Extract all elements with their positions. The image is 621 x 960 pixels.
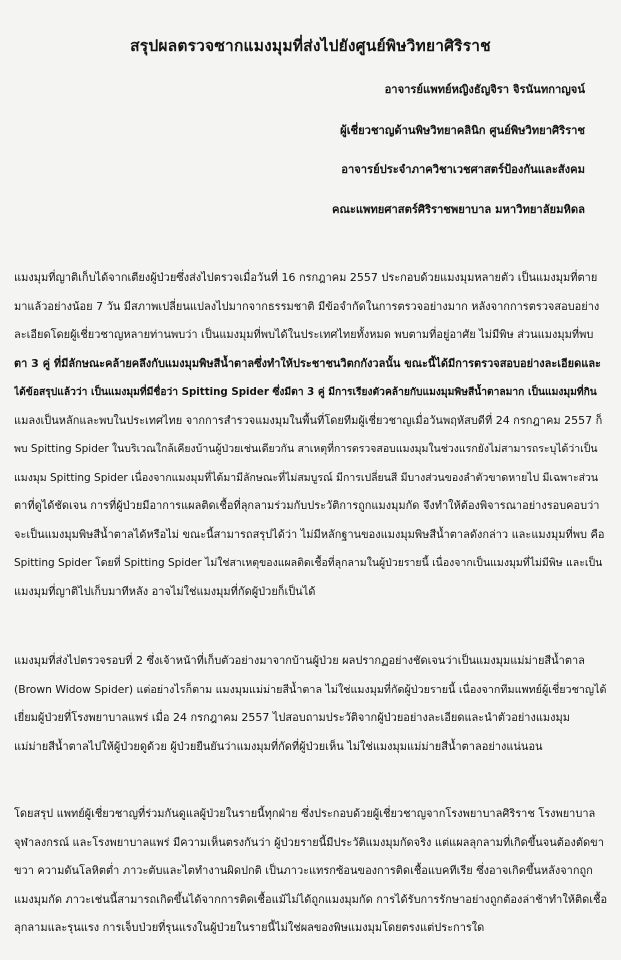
paragraph-line: โดยสรุป แพทย์ผู้เชี่ยวชาญที่ร่วมกันดูแลผู้ป่วยในรายนี้ทุกฝ่าย ซึ่งประกอบด้วยผู้เชี่ยวชาญจากโรงพยาบาลศิริราช โรงพยาบาล	[14, 807, 596, 820]
paragraph-line: ขวา ความดันโลหิตต่ำ ภาวะตับและไตทำงานผิดปกติ เป็นภาวะแทรกซ้อนของการติดเชื้อแบคทีเรีย ซึ่งอาจเกิดขึ้นหลังจากถูก	[14, 864, 593, 877]
paragraph-line: มาแล้วอย่างน้อย 7 วัน มีสภาพเปลี่ยนแปลงไปมากจากธรรมชาติ มีข้อจำกัดในการตรวจอย่างมาก หลังจากการตรวจสอบอย่าง	[14, 299, 600, 313]
paragraph-findings-first-round	[14, 264, 610, 606]
paragraph-conclusion	[14, 800, 610, 943]
paragraph-line: Spitting Spider โดยที่ Spitting Spider ไม่ใช่สาเหตุของแผลติดเชื้อที่ลุกลามในผู้ป่วยรายนี้ เนื่องจากเป็นแมงมุมที่ไม่มีพิษ และเป็น	[14, 557, 603, 569]
paragraph-line: แมงมุมกัด ภาวะเช่นนี้สามารถเกิดขึ้นได้จากการติดเชื้อแม้ไม่ได้ถูกแมงมุมกัด การได้รับการรักษาอย่างถูกต้องล่าช้าทำให้ติดเชื้อ	[14, 892, 608, 906]
paragraph-line: ลุกลามและรุนแรง การเจ็บป่วยที่รุนแรงในผู้ป่วยในรายนี้ไม่ใช่ผลของพิษแมงมุมโดยตรงแต่ประการใด	[14, 921, 485, 934]
paragraph-line: แมลงเป็นหลักและพบในประเทศไทย จากการสำรวจแมงมุมในพื้นที่โดยทีมผู้เชี่ยวชาญเมื่อวันพฤหัสบดีที่ 24 กรกฎาคม 2557 ก็	[14, 413, 603, 427]
paragraph-line: เยี่ยมผู้ป่วยที่โรงพยาบาลแพร่ เมื่อ 24 กรกฎาคม 2557 ไปสอบถามประวัติจากผู้ป่วยอย่างละเอียดและนำตัวอย่างแมงมุม	[14, 711, 571, 724]
paragraph-line: แมงมุมที่ญาติเก็บได้จากเตียงผู้ป่วยซึ่งส่งไปตรวจเมื่อวันที่ 16 กรกฎาคม 2557 ประกอบด้วยแมงมุมหลายตัว เป็นแมงมุมที่ตาย	[14, 271, 598, 284]
author-name: อาจารย์แพทย์หญิงธัญจิรา จิรนันทกาญจน์	[384, 83, 585, 96]
paragraph-line: จุฬาลงกรณ์ และโรงพยาบาลแพร่ มีความเห็นตรงกันว่า ผู้ป่วยรายนี้มีประวัติแมงมุมกัดจริง แต่แผลลุกลามที่เกิดขึ้นจนต้องตัดขา	[14, 835, 604, 849]
paragraph-line: ละเอียดโดยผู้เชี่ยวชาญหลายท่านพบว่า เป็นแมงมุมที่พบได้ในประเทศไทยทั้งหมด พบตามที่อยู่อาศัย ไม่มีพิษ ส่วนแมงมุมที่พบ	[14, 328, 594, 341]
paragraph-line: ตา 3 คู่ ที่มีลักษณะคล้ายคลึงกับแมงมุมพิษสีน้ำตาลซึ่งทำให้ประชาชนวิตกกังวลนั้น ขณะนี้ได้มีการตรวจสอบอย่างละเอียดและ	[14, 356, 601, 370]
paragraph-line: จะเป็นแมงมุมพิษสีน้ำตาลได้หรือไม่ ขณะนี้สามารถสรุปได้ว่า ไม่มีหลักฐานของแมงมุมพิษสีน้ำตาลดังกล่าว และแมงมุมที่พบ คือ	[14, 527, 605, 541]
paragraph-line: แมงมุมที่ส่งไปตรวจรอบที่ 2 ซึ่งเจ้าหน้าที่เก็บตัวอย่างมาจากบ้านผู้ป่วย ผลปรากฏอย่างชัดเจนว่าเป็นแมงมุมแม่ม่ายสีน้ำตาล	[14, 654, 585, 667]
paragraph-findings-second-round	[14, 647, 610, 761]
paragraph-line: พบ Spitting Spider ในบริเวณใกล้เคียงบ้านผู้ป่วยเช่นเดียวกัน สาเหตุที่การตรวจสอบแมงมุมในช่วงแรกยังไม่สามารถระบุได้ว่าเป็น	[14, 443, 598, 455]
author-position: ผู้เชี่ยวชาญด้านพิษวิทยาคลินิก ศูนย์พิษวิทยาศิริราช	[340, 124, 585, 137]
paragraph-line: แมงมุม Spitting Spider เนื่องจากแมงมุมที่ได้มามีลักษณะที่ไม่สมบูรณ์ มีการเปลี่ยนสี มีบางส่วนของลำตัวขาดหายไป มีเฉพาะส่วน	[14, 471, 599, 484]
author-department: อาจารย์ประจำภาควิชาเวชศาสตร์ป้องกันและสังคม	[341, 163, 585, 176]
paragraph-line: แมงมุมที่ญาติไปเก็บมาทีหลัง อาจไม่ใช่แมงมุมที่กัดผู้ป่วยก็เป็นได้	[14, 584, 316, 598]
author-faculty: คณะแพทยศาสตร์ศิริราชพยาบาล มหาวิทยาลัยมหิดล	[331, 203, 585, 216]
paragraph-line: ได้ข้อสรุปแล้วว่า เป็นแมงมุมที่มีชื่อว่า Spitting Spider ซึ่งมีตา 3 คู่ มีการเรียงตัวคล้ายกับแมงมุมพิษสีน้ำตาลมาก เป็นแมงมุมที่กิน	[14, 386, 597, 398]
paragraph-line: แม่ม่ายสีน้ำตาลไปให้ผู้ป่วยดูด้วย ผู้ป่วยยืนยันว่าแมงมุมที่กัดที่ผู้ป่วยเห็น ไม่ใช่แมงมุมแม่ม่ายสีน้ำตาลอย่างแน่นอน	[14, 739, 543, 753]
paragraph-line: (Brown Widow Spider) แต่อย่างไรก็ตาม แมงมุมแม่ม่ายสีน้ำตาล ไม่ใช่แมงมุมที่กัดผู้ป่วยรายนี้ เนื่องจากทีมแพทย์ผู้เชี่ยวชาญได้	[14, 682, 607, 696]
document-title: สรุปผลตรวจซากแมงมุมที่ส่งไปยังศูนย์พิษวิทยาศิริราช	[130, 37, 491, 55]
paragraph-line: ตาที่ดูได้ชัดเจน การที่ผู้ป่วยมีอาการแผลติดเชื้อที่ลุกลามร่วมกับประวัติการถูกแมงมุมกัด จึงทำให้ต้องพิจารณาอย่างรอบคอบว่า	[14, 499, 600, 512]
